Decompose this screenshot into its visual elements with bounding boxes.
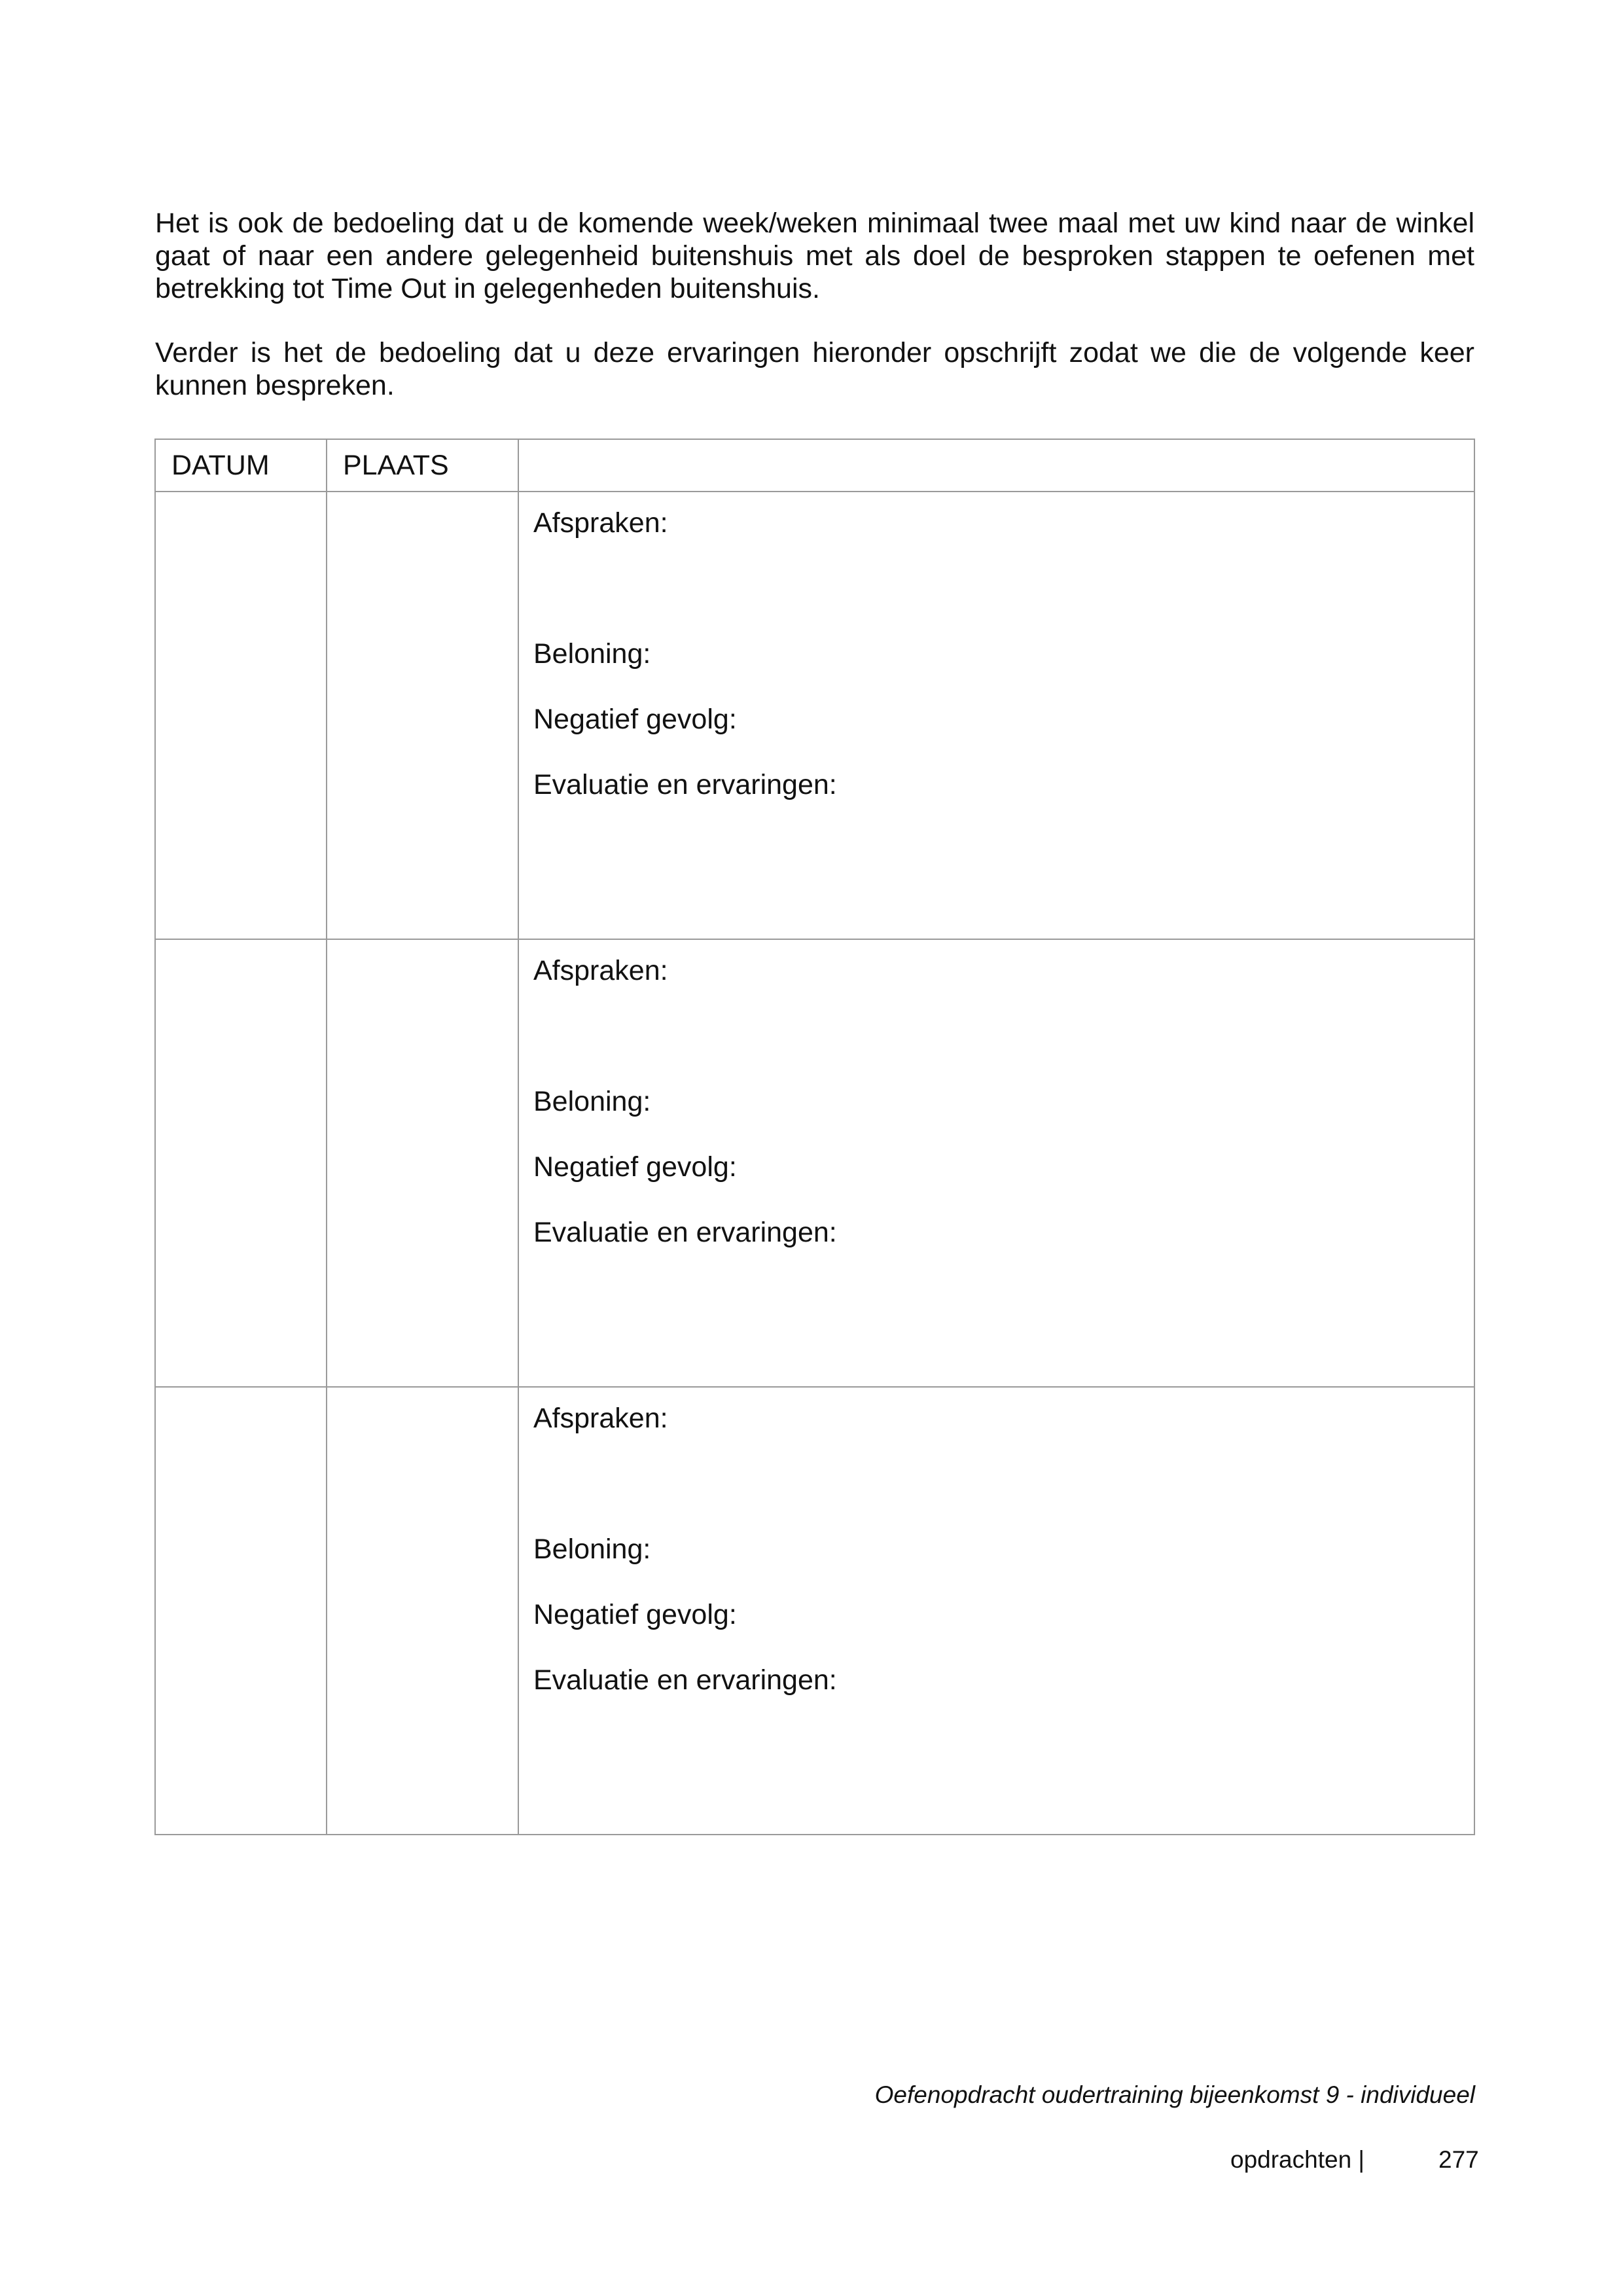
experience-log-table — [154, 439, 1475, 1835]
evaluatie-label: Evaluatie en ervaringen: — [533, 1217, 837, 1248]
beloning-label: Beloning: — [533, 1534, 651, 1565]
footer-section: opdrachten | — [1230, 2146, 1365, 2173]
evaluatie-label: Evaluatie en ervaringen: — [533, 769, 837, 800]
footer-title: Oefenopdracht oudertraining bijeenkomst 9 - individueel — [874, 2081, 1475, 2108]
beloning-label: Beloning: — [533, 1086, 651, 1117]
intro-paragraph-2: Verder is het de bedoeling dat u deze ervaringen hieronder opschrijft zodat we die de volgende keer kunnen bespreken. — [155, 337, 1474, 401]
datum-cell[interactable] — [155, 1387, 327, 1835]
evaluatie-label: Evaluatie en ervaringen: — [533, 1664, 837, 1696]
header-datum: DATUM — [155, 439, 327, 492]
table-row — [155, 1387, 1474, 1835]
table-header-row — [155, 439, 1474, 492]
header-notes — [518, 439, 1474, 492]
beloning-label: Beloning: — [533, 638, 651, 670]
afspraken-label: Afspraken: — [533, 1403, 668, 1434]
datum-cell[interactable] — [155, 492, 327, 939]
datum-cell[interactable] — [155, 939, 327, 1387]
plaats-cell[interactable] — [327, 492, 518, 939]
intro-paragraph-1: Het is ook de bedoeling dat u de komende week/weken minimaal twee maal met uw kind naar de winkel gaat of naar een andere gelegenheid buitenshuis met als doel de besproken stappen te oefenen met betrekking tot Time Out in gelegenheden buitenshuis. — [155, 207, 1474, 304]
plaats-cell[interactable] — [327, 1387, 518, 1835]
negatief-gevolg-label: Negatief gevolg: — [533, 704, 737, 735]
header-plaats: PLAATS — [327, 439, 518, 492]
negatief-gevolg-label: Negatief gevolg: — [533, 1151, 737, 1183]
afspraken-label: Afspraken: — [533, 955, 668, 986]
table-row — [155, 492, 1474, 939]
notes-cell[interactable] — [518, 939, 1474, 1387]
page-number: 277 — [1438, 2146, 1479, 2173]
table-row — [155, 939, 1474, 1387]
notes-cell[interactable] — [518, 1387, 1474, 1835]
notes-cell[interactable] — [518, 492, 1474, 939]
plaats-cell[interactable] — [327, 939, 518, 1387]
afspraken-label: Afspraken: — [533, 507, 668, 539]
negatief-gevolg-label: Negatief gevolg: — [533, 1599, 737, 1630]
